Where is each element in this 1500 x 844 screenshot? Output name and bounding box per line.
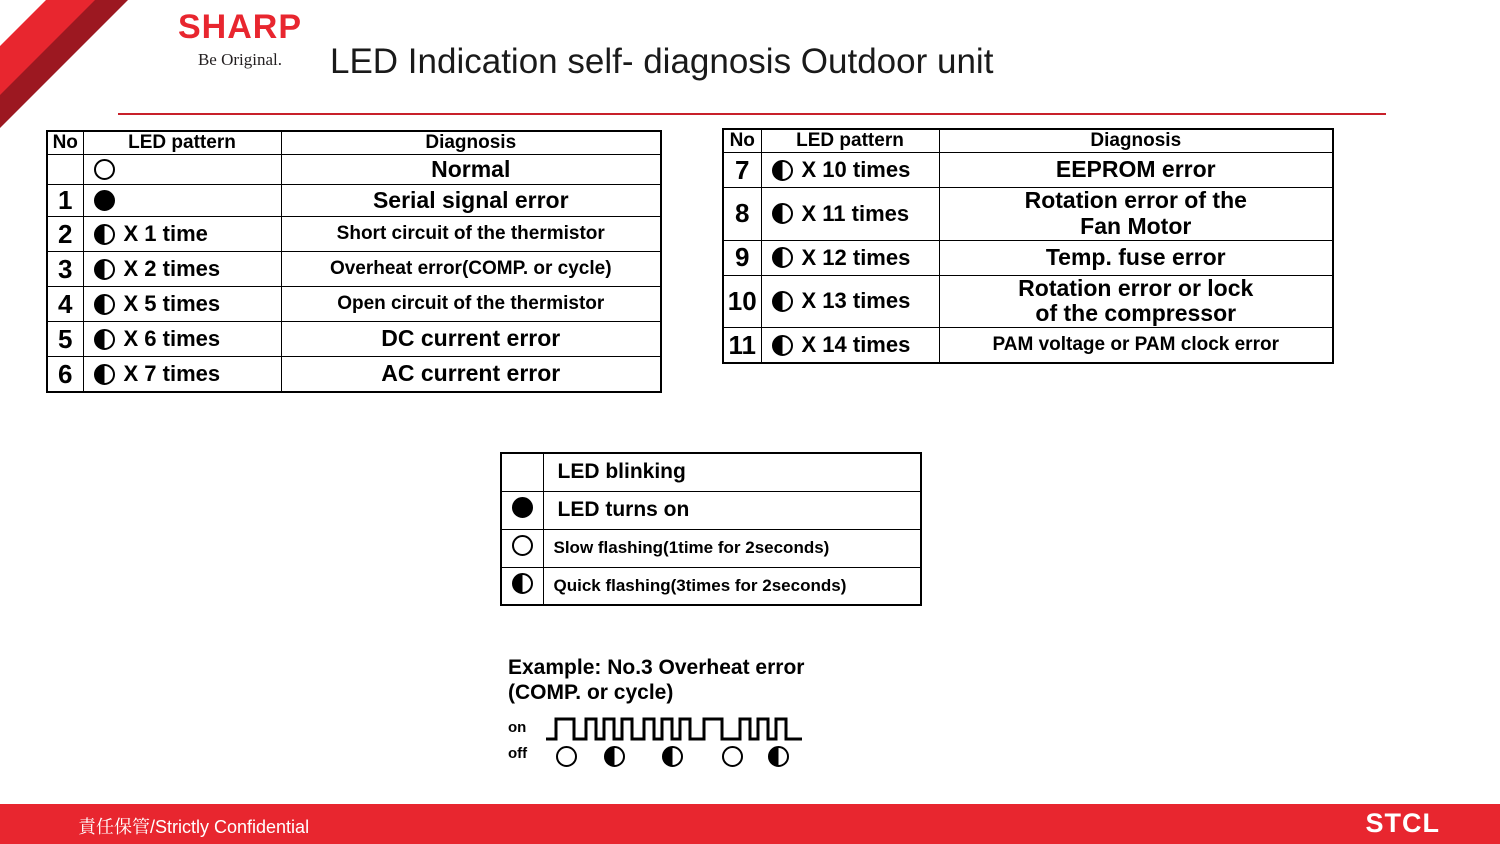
table-row (723, 188, 1333, 241)
led-quick-flash-icon (94, 294, 115, 315)
led-pattern-cell (84, 252, 281, 286)
diagnosis-line: Fan Motor (1080, 212, 1192, 239)
row-led-pattern (761, 153, 939, 188)
led-quick-flash-icon (772, 291, 793, 312)
led-diagnosis-table-right (722, 128, 1334, 364)
led-pattern-cell (84, 287, 281, 321)
led-pattern-cell (762, 197, 939, 231)
table-row (47, 252, 661, 287)
table-row (723, 328, 1333, 364)
row-led-pattern (83, 322, 281, 357)
table-body-right (723, 153, 1333, 364)
logo-wordmark: SHARP (177, 8, 303, 46)
led-repeat-count: X 10 times (801, 157, 911, 182)
row-diagnosis (939, 275, 1333, 328)
led-slow-flash-icon (512, 535, 533, 556)
waveform-marker-quick-flash-icon (768, 746, 789, 767)
row-led-pattern (83, 357, 281, 393)
table-row (47, 185, 661, 217)
waveform-marker-quick-flash-icon (604, 746, 625, 767)
row-led-pattern (83, 287, 281, 322)
column-header-led-pattern: LED pattern (761, 129, 939, 153)
legend-label: Quick flashing(3times for 2seconds) (543, 567, 921, 605)
led-pattern-cell (762, 241, 939, 275)
row-diagnosis (939, 188, 1333, 241)
row-number: 2 (47, 217, 83, 252)
diagnosis-line: Overheat error(COMP. or cycle) (329, 258, 612, 280)
legend-label: LED turns on (543, 491, 921, 529)
row-led-pattern (761, 275, 939, 328)
row-number: 7 (723, 153, 761, 188)
logo-tagline: Be Original. (197, 50, 283, 69)
legend-body (501, 453, 921, 605)
legend-row (501, 491, 921, 529)
row-led-pattern (761, 240, 939, 275)
diagnosis-line: PAM voltage or PAM clock error (992, 334, 1279, 356)
led-repeat-count: X 1 time (123, 221, 208, 246)
led-quick-flash-icon (94, 259, 115, 280)
waveform-marker-slow-flash-icon (556, 746, 577, 767)
led-pattern-cell (84, 217, 281, 251)
led-repeat-count: X 11 times (801, 200, 910, 226)
diagnosis-line: Short circuit of the thermistor (336, 223, 605, 245)
led-pattern-cell (84, 155, 281, 184)
led-pattern-cell (84, 322, 281, 356)
legend-label: LED blinking (543, 453, 921, 491)
led-repeat-count: X 6 times (123, 326, 221, 351)
table-row (723, 153, 1333, 188)
row-number (47, 155, 83, 185)
led-repeat-count: X 5 times (123, 291, 221, 316)
column-header-diagnosis: Diagnosis (281, 131, 661, 155)
table-row (47, 287, 661, 322)
row-number: 11 (723, 328, 761, 364)
led-quick-flash-icon (772, 203, 793, 224)
table-row (723, 275, 1333, 328)
column-header-diagnosis: Diagnosis (939, 129, 1333, 153)
row-diagnosis (939, 153, 1333, 188)
row-led-pattern (83, 217, 281, 252)
diagnosis-line: Rotation error of the (1024, 187, 1247, 213)
column-header-no: No (723, 129, 761, 153)
led-repeat-count: X 2 times (123, 256, 221, 281)
table-header-row (723, 129, 1333, 153)
legend-row (501, 453, 921, 491)
table-row (47, 217, 661, 252)
diagnosis-line: Serial signal error (372, 186, 569, 213)
title-divider (118, 113, 1386, 115)
diagnosis-line: EEPROM error (1055, 156, 1216, 183)
led-quick-flash-icon (772, 160, 793, 181)
led-quick-flash-icon (94, 364, 115, 385)
footer-bar (0, 804, 1500, 844)
row-diagnosis (939, 328, 1333, 364)
led-repeat-count: X 13 times (801, 288, 911, 314)
led-pattern-cell (84, 357, 281, 391)
row-number: 4 (47, 287, 83, 322)
waveform-label-on: on (508, 719, 527, 737)
led-pattern-cell (762, 284, 939, 318)
waveform-label-off: off (508, 745, 528, 763)
waveform-markers (544, 746, 814, 770)
page-title: LED Indication self- diagnosis Outdoor unit (330, 42, 994, 81)
row-led-pattern (761, 188, 939, 241)
footer-confidential-text: 責任保管/Strictly Confidential (78, 817, 310, 837)
led-on-icon (94, 190, 115, 211)
example-block (508, 655, 1028, 773)
waveform-svg (544, 713, 819, 743)
table-row (47, 357, 661, 393)
table-row (47, 155, 661, 185)
led-pattern-cell (762, 328, 939, 362)
led-legend-table (500, 452, 922, 606)
example-title-line2: (COMP. or cycle) (508, 681, 674, 705)
diagnosis-line: Rotation error or lock (1018, 274, 1254, 301)
diagnosis-line: Normal (431, 155, 511, 182)
diagnosis-line: AC current error (381, 360, 561, 387)
diagnosis-line: DC current error (381, 325, 561, 352)
legend-row (501, 529, 921, 567)
led-repeat-count: X 7 times (123, 361, 221, 386)
legend-icon-cell (501, 529, 543, 567)
legend-icon-cell (501, 567, 543, 605)
footer-stcl-label: STCL (1365, 808, 1440, 838)
row-diagnosis (281, 155, 661, 185)
row-diagnosis (281, 217, 661, 252)
row-number: 9 (723, 240, 761, 275)
led-pattern-cell (84, 186, 281, 215)
row-diagnosis (281, 252, 661, 287)
led-on-icon (512, 497, 533, 518)
legend-label: Slow flashing(1time for 2seconds) (543, 529, 921, 567)
diagnosis-line: Open circuit of the thermistor (337, 293, 605, 315)
legend-icon-cell (501, 491, 543, 529)
row-diagnosis (281, 185, 661, 217)
legend-row (501, 567, 921, 605)
table-body-left (47, 155, 661, 393)
led-quick-flash-icon (94, 329, 115, 350)
led-slow-flash-icon (94, 159, 115, 180)
row-led-pattern (83, 155, 281, 185)
row-number: 5 (47, 322, 83, 357)
example-waveform (508, 713, 1028, 773)
led-diagnosis-table-left (46, 130, 662, 393)
row-led-pattern (761, 328, 939, 364)
table-row (47, 322, 661, 357)
row-number: 8 (723, 188, 761, 241)
row-diagnosis (281, 357, 661, 393)
legend-icon-cell (501, 453, 543, 491)
corner-decoration (0, 0, 128, 128)
row-led-pattern (83, 252, 281, 287)
column-header-led-pattern: LED pattern (83, 131, 281, 155)
row-led-pattern (83, 185, 281, 217)
table-row (723, 240, 1333, 275)
led-quick-flash-icon (94, 224, 115, 245)
row-number: 10 (723, 275, 761, 328)
row-number: 6 (47, 357, 83, 393)
diagnosis-line: of the compressor (1035, 300, 1237, 327)
diagnosis-line: Temp. fuse error (1045, 243, 1226, 270)
led-repeat-count: X 12 times (801, 244, 911, 270)
row-diagnosis (281, 322, 661, 357)
row-diagnosis (939, 240, 1333, 275)
led-repeat-count: X 14 times (801, 332, 911, 357)
row-number: 1 (47, 185, 83, 217)
sharp-logo (140, 10, 340, 70)
column-header-no: No (47, 131, 83, 155)
row-diagnosis (281, 287, 661, 322)
corner-triangle-white (0, 0, 46, 46)
waveform-marker-quick-flash-icon (662, 746, 683, 767)
led-pattern-cell (762, 153, 939, 187)
led-quick-flash-icon (772, 335, 793, 356)
led-quick-flash-icon (512, 573, 533, 594)
example-title-line1: Example: No.3 Overheat error (508, 656, 805, 679)
row-number: 3 (47, 252, 83, 287)
table-header-row (47, 131, 661, 155)
waveform-marker-slow-flash-icon (722, 746, 743, 767)
led-quick-flash-icon (772, 247, 793, 268)
